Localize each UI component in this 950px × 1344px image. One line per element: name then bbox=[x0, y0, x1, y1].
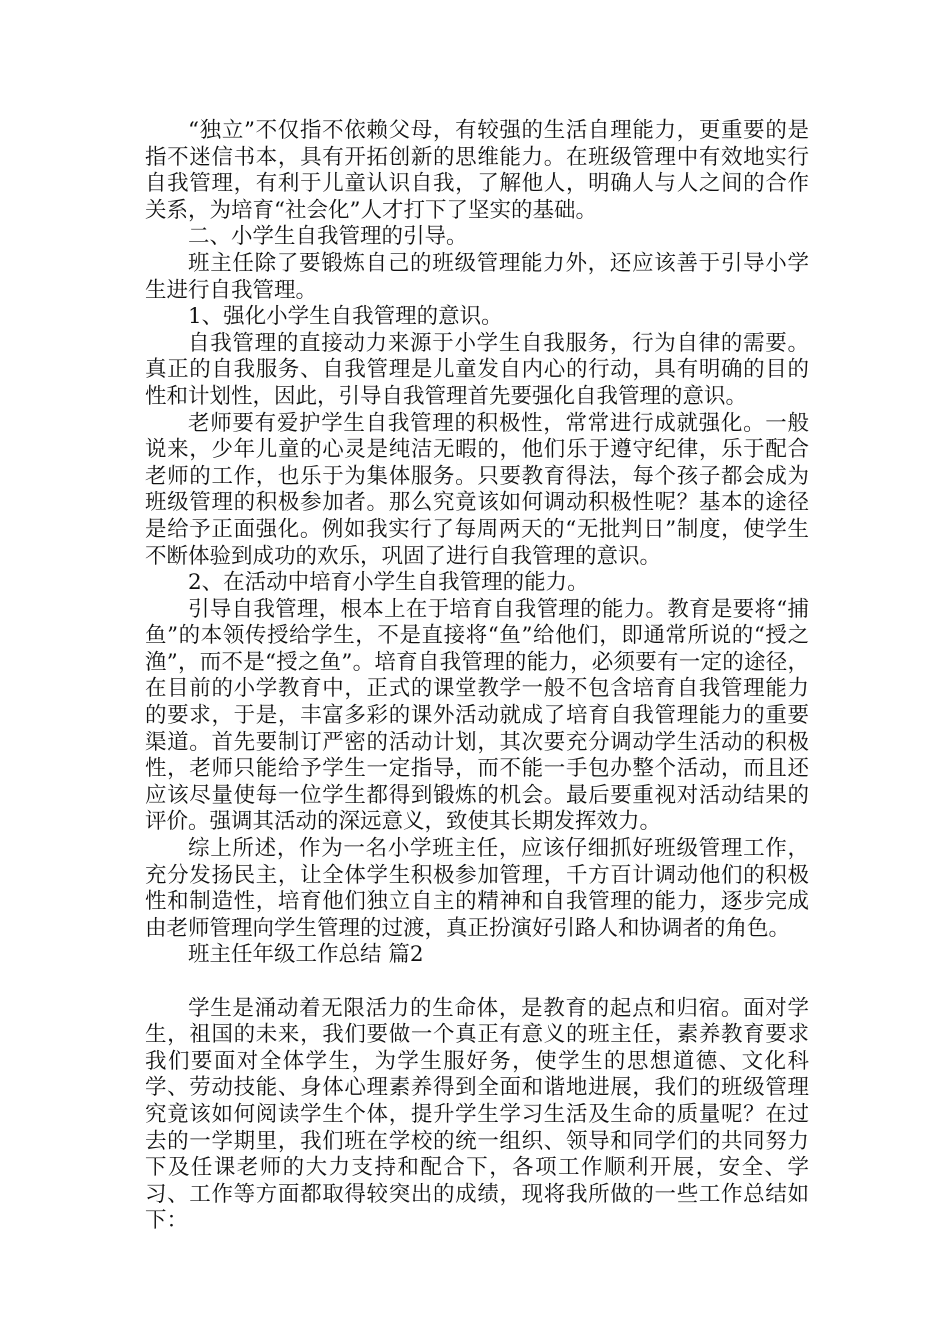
paragraph-ability: 引导自我管理，根本上在于培育自我管理的能力。教育是要将“捕鱼”的本领传授给学生，不是直接将“鱼”给他们，即通常所说的“授之渔”，而不是“授之鱼”。培育自我管理的能力，必须要有一定的途径，在目前的小学教育中，正式的课堂教学一般不包含培育自我管理能力的要求，于是，丰富多彩的课外活动就成了培育自我管理能力的重要渠道。首先要制订严密的活动计划，其次要充分调动学生活动的积极性，老师只能给予学生一定指导，而不能一手包办整个活动，而且还应该尽量使每一位学生都得到锻炼的机会。最后要重视对活动结果的评价。强调其活动的深远意义，致使其长期发挥效力。 bbox=[145, 596, 809, 835]
article-title-part2: 班主任年级工作总结 篇2 bbox=[188, 942, 424, 968]
paragraph-motivation: 自我管理的直接动力来源于小学生自我服务，行为自律的需要。真正的自我服务、自我管理是儿童发自内心的行动，具有明确的目的性和计划性，因此，引导自我管理首先要强化自我管理的意识。 bbox=[145, 330, 809, 409]
paragraph-reinforcement: 老师要有爱护学生自我管理的积极性，常常进行成就强化。一般说来，少年儿童的心灵是纯洁无暇的，他们乐于遵守纪律，乐于配合老师的工作，也乐于为集体服务。只要教育得法，每个孩子都会成为班级管理的积极参加者。那么究竟该如何调动积极性呢？基本的途径是给予正面强化。例如我实行了每周两天的“无批判日”制度，使学生不断体验到成功的欢乐，巩固了进行自我管理的意识。 bbox=[145, 410, 809, 569]
subheading-activities: 2、在活动中培育小学生自我管理的能力。 bbox=[188, 570, 589, 596]
paragraph-independence: “独立”不仅指不依赖父母，有较强的生活自理能力，更重要的是指不迷信书本，具有开拓创新的思维能力。在班级管理中有效地实行自我管理，有利于儿童认识自我，了解他人，明确人与人之间的合作关系，为培育“社会化”人才打下了坚实的基础。 bbox=[145, 118, 809, 223]
paragraph-part2-intro: 学生是涌动着无限活力的生命体，是教育的起点和归宿。面对学生，祖国的未来，我们要做一个真正有意义的班主任，素养教育要求我们要面对全体学生，为学生服好务，使学生的思想道德、文化科学、劳动技能、身体心理素养得到全面和谐地进展，我们的班级管理究竟该如何阅读学生个体，提升学生学习生活及生命的质量呢？在过去的一学期里，我们班在学校的统一组织、领导和同学们的共同努力下及任课老师的大力支持和配合下，各项工作顺利开展，安全、学习、工作等方面都取得较突出的成绩，现将我所做的一些工作总结如下： bbox=[145, 995, 809, 1234]
blank-line bbox=[145, 969, 809, 996]
paragraph-teacher-guidance: 班主任除了要锻炼自己的班级管理能力外，还应该善于引导小学生进行自我管理。 bbox=[145, 250, 809, 303]
document-body bbox=[145, 118, 809, 1235]
section-heading-guidance: 二、小学生自我管理的引导。 bbox=[188, 224, 468, 250]
subheading-awareness: 1、强化小学生自我管理的意识。 bbox=[188, 304, 503, 330]
paragraph-conclusion: 综上所述，作为一名小学班主任，应该仔细抓好班级管理工作，充分发扬民主，让全体学生积极参加管理，千方百计调动他们的积极性和制造性，培育他们独立自主的精神和自我管理的能力，逐步完成由老师管理向学生管理的过渡，真正扮演好引路人和协调者的角色。 bbox=[145, 836, 809, 941]
